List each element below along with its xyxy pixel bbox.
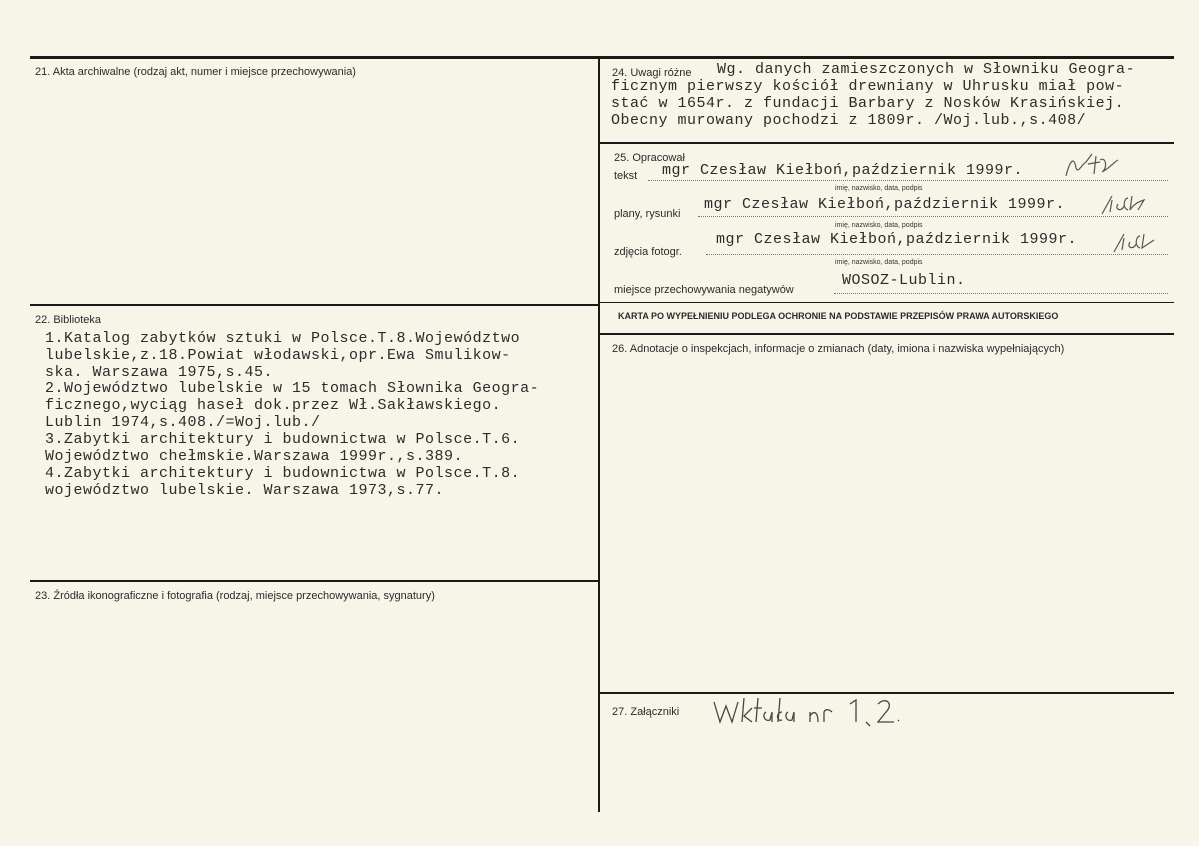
biblioteka-line: 1.Katalog zabytków sztuki w Polsce.T.8.Województwo — [45, 330, 521, 347]
rule-25-copyright — [600, 302, 1174, 303]
copyright-notice: KARTA PO WYPEŁNIENIU PODLEGA OCHRONIE NA PODSTAWIE PRZEPISÓW PRAWA AUTORSKIEGO — [618, 311, 1059, 321]
biblioteka-line: 3.Zabytki architektury i budownictwa w Polsce.T.6. — [45, 431, 521, 448]
plany-value: mgr Czesław Kiełboń,październik 1999r. — [704, 196, 1066, 213]
field-27-label: 27. Załączniki — [612, 706, 680, 718]
tekst-dotted-line — [648, 180, 1168, 181]
uwagi-line: Obecny murowany pochodzi z 1809r. /Woj.lub.,s.408/ — [611, 112, 1087, 129]
zdjecia-dotted-line — [706, 254, 1168, 255]
miejsce-value: WOSOZ-Lublin. — [842, 272, 966, 289]
zdjecia-label: zdjęcia fotogr. — [614, 246, 682, 258]
zdjecia-value: mgr Czesław Kiełboń,październik 1999r. — [716, 231, 1078, 248]
rule-copyright-26 — [600, 333, 1174, 335]
top-rule — [30, 56, 1174, 59]
uwagi-line: ficznym pierwszy kościół drewniany w Uhrusku miał pow- — [611, 78, 1125, 95]
uwagi-line: stać w 1654r. z fundacji Barbary z Nosków Krasińskiej. — [611, 95, 1125, 112]
tekst-label: tekst — [614, 170, 638, 182]
field-25-label: 25. Opracował — [614, 152, 685, 164]
zdjecia-caption: imię, nazwisko, data, podpis — [835, 259, 923, 266]
biblioteka-line: Województwo chełmskie.Warszawa 1999r.,s.389. — [45, 448, 464, 465]
center-divider — [598, 56, 600, 812]
biblioteka-line: Lublin 1974,s.408./=Woj.lub./ — [45, 414, 321, 431]
rule-22-23 — [30, 580, 598, 582]
field-21-label: 21. Akta archiwalne (rodzaj akt, numer i miejsce przechowywania) — [35, 66, 356, 78]
tekst-caption: imię, nazwisko, data, podpis — [835, 185, 923, 192]
biblioteka-line: 2.Województwo lubelskie w 15 tomach Słownika Geogra- — [45, 380, 540, 397]
biblioteka-line: województwo lubelskie. Warszawa 1973,s.77. — [45, 482, 445, 499]
rule-21-22 — [30, 304, 598, 306]
field-24-label: 24. Uwagi różne — [612, 67, 692, 79]
biblioteka-line: 4.Zabytki architektury i budownictwa w Polsce.T.8. — [45, 465, 521, 482]
zalaczniki-handwriting-image — [710, 694, 930, 728]
plany-label: plany, rysunki — [614, 208, 681, 220]
signature-plany-image — [1098, 188, 1158, 218]
tekst-value: mgr Czesław Kiełboń,październik 1999r. — [662, 162, 1024, 179]
miejsce-dotted-line — [834, 293, 1168, 294]
rule-24-25 — [600, 142, 1174, 144]
signature-zdjecia-image — [1110, 226, 1170, 256]
biblioteka-line: lubelskie,z.18.Powiat włodawski,opr.Ewa Smulikow- — [45, 347, 511, 364]
field-26-label: 26. Adnotacje o inspekcjach, informacje o zmianach (daty, imiona i nazwiska wypełniających) — [612, 343, 1065, 355]
miejsce-label: miejsce przechowywania negatywów — [614, 284, 794, 296]
biblioteka-line: ficznego,wyciąg haseł dok.przez Wł.Sakławskiego. — [45, 397, 502, 414]
field-23-label: 23. Źródła ikonograficzne i fotografia (rodzaj, miejsce przechowywania, sygnatury) — [35, 590, 435, 602]
plany-caption: imię, nazwisko, data, podpis — [835, 222, 923, 229]
uwagi-line: Wg. danych zamieszczonych w Słowniku Geogra- — [717, 61, 1136, 78]
signature-tekst-image — [1062, 150, 1122, 180]
biblioteka-line: ska. Warszawa 1975,s.45. — [45, 364, 274, 381]
field-22-label: 22. Biblioteka — [35, 314, 102, 326]
